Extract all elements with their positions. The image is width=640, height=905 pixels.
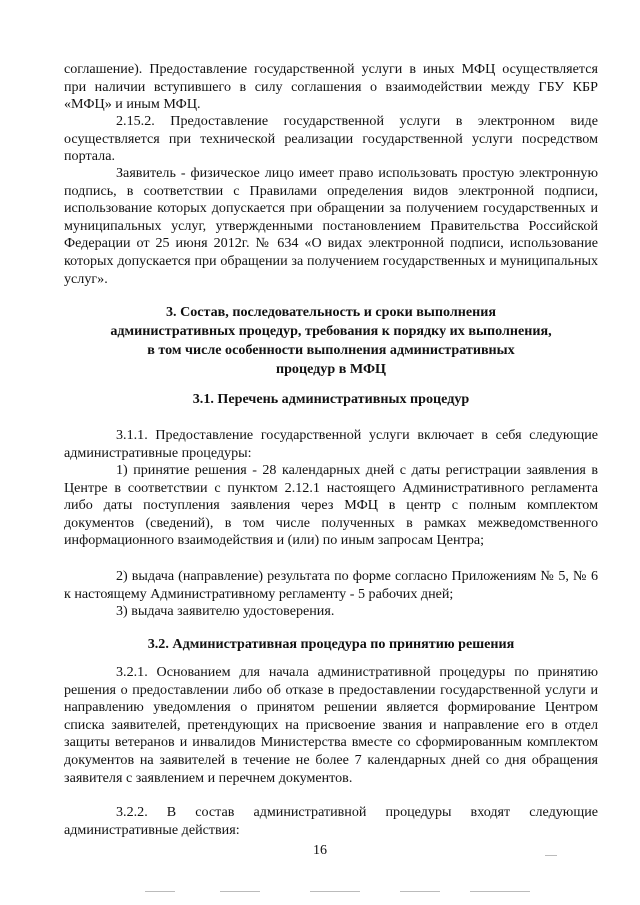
paragraph-2-15-2: 2.15.2. Предоставление государственной услуги в электронном виде осуществляется при технической реализации государственной услуги посредством портала. [64, 113, 598, 165]
subheading-3-1: 3.1. Перечень административных процедур [192, 391, 470, 407]
paragraph-mfc-agreement: соглашение). Предоставление государственной услуги в иных МФЦ осуществляется при наличии вступившего в силу соглашения о взаимодействии между ГБУ КБР «МФЦ» и иным МФЦ. [64, 61, 598, 113]
paragraph-3-2-2: 3.2.2. В состав административной процедуры входят следующие административные действия: [64, 804, 598, 838]
section-heading-3 [64, 303, 598, 379]
scan-artifact [220, 891, 260, 892]
section-heading-line: 3. Состав, последовательность и сроки выполнения [165, 304, 497, 320]
paragraph-3-1-1: 3.1.1. Предоставление государственной услуги включает в себя следующие административные процедуры: [64, 427, 598, 461]
paragraph-electronic-signature: Заявитель - физическое лицо имеет право использовать простую электронную подпись, в соответствии с Правилами определения видов электронной подписи, использование которых допускается при обращении за получением государственных и муниципальных услуг, утвержденными постановлением Правительства Российской Федерации от 25 июня 2012г. № 634 «О видах электронной подписи, использование которых допускается при обращении за получением государственных и муниципальных услуг». [64, 165, 598, 287]
subheading-3-2: 3.2. Административная процедура по принятию решения [147, 636, 515, 652]
list-item-1: 1) принятие решения - 28 календарных дней с даты регистрации заявления в Центре в соответствии с пунктом 2.12.1 настоящего Административного регламента либо даты поступления заявления через МФЦ в центр с полным комплектом документов (сведений), в том числе полученных в рамках межведомственного информационного взаимодействия и (или) по иным запросам Центра; [64, 462, 598, 549]
paragraph-3-2-1: 3.2.1. Основанием для начала административной процедуры по принятию решения о предоставлении либо об отказе в предоставлении государственной услуги и направлению уведомления о принятом решении является формирование Центром списка заявителей, претендующих на присвоение звания и направление его в отдел защиты ветеранов и инвалидов Министерства вместе со сформированным комплектом документов на заявителей в течение не более 7 календарных дней со дня обращения заявителя с заявлением и перечнем документов. [64, 664, 598, 786]
section-heading-line: административных процедур, требования к порядку их выполнения, [110, 323, 552, 339]
section-heading-line: процедур в МФЦ [275, 361, 387, 377]
scan-artifact [400, 891, 440, 892]
scan-artifact [470, 891, 530, 892]
list-item-3: 3) выдача заявителю удостоверения. [116, 603, 335, 619]
section-heading-line: в том числе особенности выполнения административных [147, 342, 515, 358]
list-item-2: 2) выдача (направление) результата по форме согласно Приложениям № 5, № 6 к настоящему Административному регламенту - 5 рабочих дней; [64, 568, 598, 602]
scan-artifact [545, 855, 557, 856]
scan-artifact [145, 891, 175, 892]
page-number: 16 [313, 843, 327, 858]
scan-artifact [310, 891, 360, 892]
